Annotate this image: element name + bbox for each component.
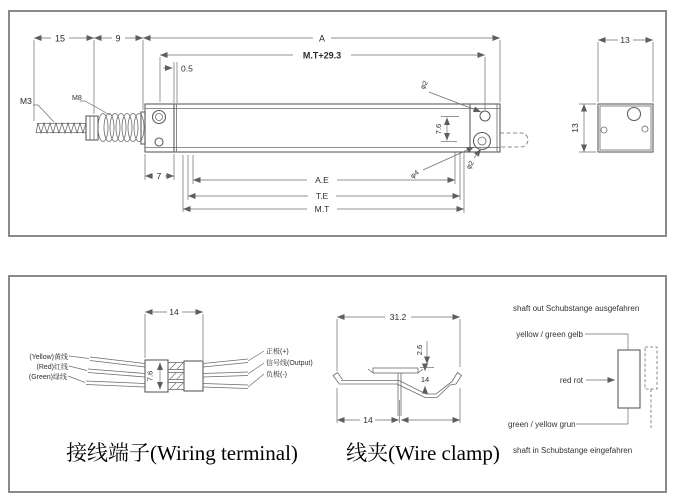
dia-top-label: φ2 — [419, 79, 430, 91]
wire-label-yellow: (Yellow)黄线 — [29, 354, 68, 361]
clamp-dim-mid: 14 — [420, 375, 430, 384]
dim-15-label: 15 — [54, 33, 66, 44]
clamp-dim-bottom: 14 — [363, 415, 373, 425]
dim-05-label: 0.5 — [181, 63, 193, 74]
end-view-height-label: 13 — [570, 123, 580, 133]
dim-mt293-label: M.T+29.3 — [302, 50, 342, 61]
label-m8: M8 — [72, 95, 82, 102]
wire-label-signal: 信号线(Output) — [266, 360, 313, 367]
schematic-top-wire-label: yellow / green gelb — [516, 330, 583, 339]
schematic-bottom-wire-label: green / yellow grun — [508, 420, 576, 429]
dim-76-label: 7.6 — [434, 123, 443, 135]
bottom-panel — [9, 276, 666, 492]
end-view-width-label: 13 — [620, 35, 630, 45]
wire-label-green: (Green)绿线 — [28, 374, 67, 381]
dim-te-label: T.E — [315, 191, 329, 201]
dim-mt-label: M.T — [314, 204, 330, 214]
shaft-in-label: shaft in Schubstange eingefahren — [513, 446, 633, 455]
schematic-wiper-label: red rot — [559, 376, 583, 385]
wire-label-negative: 负极(-) — [266, 371, 287, 379]
wire-label-red: (Red)红线 — [36, 364, 68, 371]
wire-clamp-title: 线夹(Wire clamp) — [346, 441, 500, 465]
top-panel — [9, 11, 666, 236]
dim-A-label: A — [318, 33, 326, 44]
dia-inner-label: φ2 — [465, 159, 476, 171]
wire-label-positive: 正极(+) — [266, 348, 289, 356]
clamp-dim-26: 2.6 — [415, 344, 424, 356]
clamp-dim-width: 31.2 — [389, 312, 407, 322]
wiring-terminal-title: 接线端子(Wiring terminal) — [66, 441, 298, 465]
dim-7-label: 7 — [156, 171, 162, 181]
dim-9-label: 9 — [115, 33, 121, 44]
dim-ae-label: A.E — [315, 175, 329, 185]
terminal-dim-14: 14 — [169, 307, 179, 317]
dia-outer-label: φ4 — [409, 169, 421, 181]
shaft-out-label: shaft out Schubstange ausgefahren — [513, 304, 640, 313]
label-m3: M3 — [20, 96, 32, 106]
terminal-dim-76: 7.6 — [145, 370, 155, 382]
